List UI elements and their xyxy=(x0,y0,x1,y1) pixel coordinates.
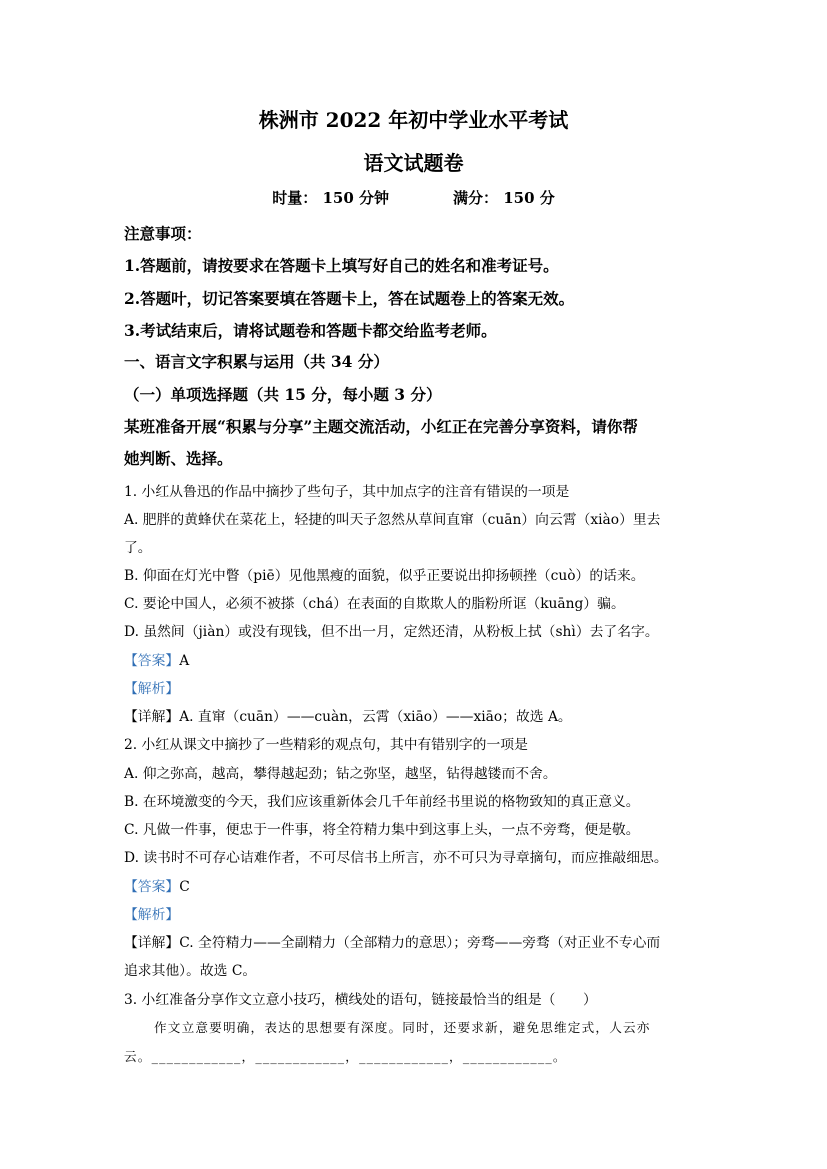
section-intro: 某班准备开展“积累与分享”主题交流活动，小红正在完善分享资料，请你帮 xyxy=(124,417,638,436)
option-a: A. 肥胖的黄蜂伏在菜花上，轻捷的叫天子忽然从草间直窜（cuān）向云霄（xiào）里去 xyxy=(124,512,661,528)
answer-value: C xyxy=(179,879,190,895)
question-stem: 3. 小红准备分享作文立意小技巧，横线处的语句，链接最恰当的组是（ ） xyxy=(124,992,597,1008)
passage-line: 作文立意要明确，表达的思想要有深度。同时，还要求新，避免思维定式，人云亦 xyxy=(154,1020,651,1035)
detail-line-cont: 追求其他）。故选 C。 xyxy=(124,963,257,979)
option-c: C. 凡做一件事，便忠于一件事，将全符精力集中到这事上头，一点不旁骛，便是敬。 xyxy=(124,822,640,838)
passage-line-cont: 云。____________，____________，____________，____________。 xyxy=(124,1049,567,1064)
detail-text: A. 直窜（cuān）——cuàn，云霄（xiāo）——xiāo；故选 A。 xyxy=(179,709,572,725)
answer-line xyxy=(124,875,190,895)
section-intro: 她判断、选择。 xyxy=(124,449,233,468)
page-title: 株洲市 2022 年初中学业水平考试 xyxy=(258,108,569,132)
option-d: D. 读书时不可存心诘难作者，不可尽信书上所言，亦不可只为寻章摘句，而应推敲细思。 xyxy=(124,850,668,866)
notice-heading: 注意事项： xyxy=(124,224,202,243)
notice-item: 2.答题叶，切记答案要填在答题卡上，答在试题卷上的答案无效。 xyxy=(124,289,575,308)
page-subtitle: 语文试题卷 xyxy=(363,151,464,175)
section-subheading: （一）单项选择题（共 15 分，每小题 3 分） xyxy=(124,385,442,404)
exam-meta xyxy=(0,187,827,208)
detail-text: C. 全符精力——全副精力（全部精力的意思）；旁骛——旁骛（对正业不专心而 xyxy=(179,935,661,951)
option-b: B. 仰面在灯光中瞥（piē）见他黑瘦的面貌，似乎正要说出抑扬顿挫（cuò）的话来。 xyxy=(124,568,645,584)
section-heading: 一、语言文字积累与运用（共 34 分） xyxy=(124,352,389,371)
question-stem: 2. 小红从课文中摘抄了一些精彩的观点句，其中有错别字的一项是 xyxy=(124,737,528,753)
answer-tag: 【答案】 xyxy=(124,653,180,669)
detail-tag: 【详解】 xyxy=(124,935,180,951)
answer-tag: 【答案】 xyxy=(124,879,180,895)
detail-line xyxy=(124,931,660,951)
time-label: 时量： 150 分钟 xyxy=(272,189,389,207)
option-a-cont: 了。 xyxy=(124,540,152,556)
option-b: B. 在环境激变的今天，我们应该重新体会几千年前经书里说的格物致知的真正意义。 xyxy=(124,794,640,810)
analysis-tag: 【解析】 xyxy=(124,907,180,923)
question-stem: 1. 小红从鲁迅的作品中摘抄了些句子，其中加点字的注音有错误的一项是 xyxy=(124,484,570,500)
answer-value: A xyxy=(179,653,190,669)
notice-item: 3.考试结束后，请将试题卷和答题卡都交给监考老师。 xyxy=(124,321,497,340)
score-label: 满分： 150 分 xyxy=(453,189,555,207)
detail-tag: 【详解】 xyxy=(124,709,180,725)
option-a: A. 仰之弥高，越高，攀得越起劲；钻之弥坚，越坚，钻得越镂而不舍。 xyxy=(124,766,557,782)
analysis-tag: 【解析】 xyxy=(124,681,180,697)
answer-line xyxy=(124,649,189,669)
option-c: C. 要论中国人，必须不被搽（chá）在表面的自欺欺人的脂粉所诓（kuāng）骗。 xyxy=(124,596,625,612)
option-d: D. 虽然间（jiàn）或没有现钱，但不出一月，定然还清，从粉板上拭（shì）去了名字。 xyxy=(124,624,659,640)
notice-item: 1.答题前，请按要求在答题卡上填写好自己的姓名和准考证号。 xyxy=(124,256,559,275)
detail-line xyxy=(124,705,572,725)
